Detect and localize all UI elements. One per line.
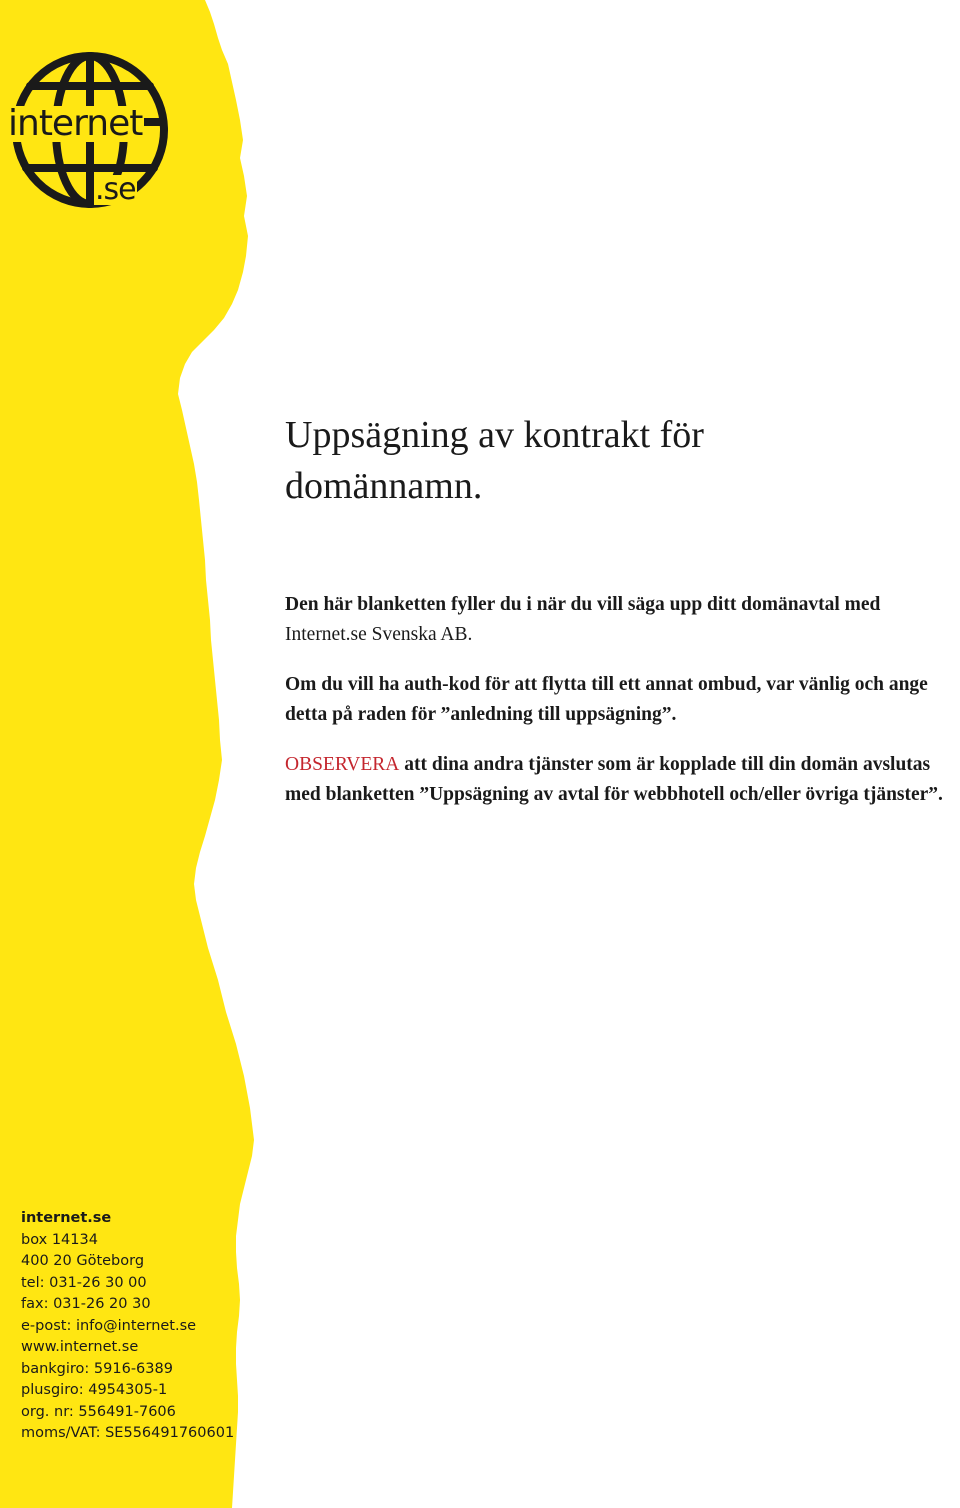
footer-box: box 14134 (21, 1231, 98, 1248)
contact-footer (21, 1208, 234, 1445)
intro-paragraph (285, 590, 945, 650)
intro-text: Den här blanketten fyller du i när du vill säga upp ditt domänavtal med (285, 594, 881, 615)
observera-label: OBSERVERA (285, 754, 400, 775)
footer-tel: tel: 031-26 30 00 (21, 1274, 147, 1291)
footer-org: org. nr: 556491-7606 (21, 1403, 176, 1420)
title-line-1: Uppsägning av kontrakt för (285, 414, 704, 456)
footer-plusgiro: plusgiro: 4954305-1 (21, 1382, 168, 1398)
observera-text: att dina andra tjänster som är kopplade till din domän avslutas med blanketten ”Uppsägning av avtal för webbhotell och/eller övriga tjänster”. (285, 754, 943, 805)
title-line-2: domännamn. (285, 465, 483, 507)
footer-city: 400 20 Göteborg (21, 1253, 145, 1269)
footer-company: internet.se (21, 1210, 112, 1226)
intro-company: Internet.se Svenska AB. (285, 624, 473, 645)
footer-vat: moms/VAT: SE556491760601 (21, 1425, 235, 1441)
document-body (285, 410, 945, 810)
auth-code-paragraph: Om du vill ha auth-kod för att flytta till ett annat ombud, var vänlig och ange detta på raden för ”anledning till uppsägning”. (285, 674, 928, 725)
footer-email: e-post: info@internet.se (21, 1317, 197, 1334)
logo-suffix: .se (95, 172, 136, 207)
footer-fax: fax: 031-26 20 30 (21, 1296, 151, 1312)
observera-paragraph (285, 750, 945, 810)
footer-web: www.internet.se (21, 1339, 139, 1355)
logo-wordmark: internet (8, 103, 143, 144)
footer-bankgiro: bankgiro: 5916-6389 (21, 1360, 173, 1377)
page-title (285, 410, 945, 512)
